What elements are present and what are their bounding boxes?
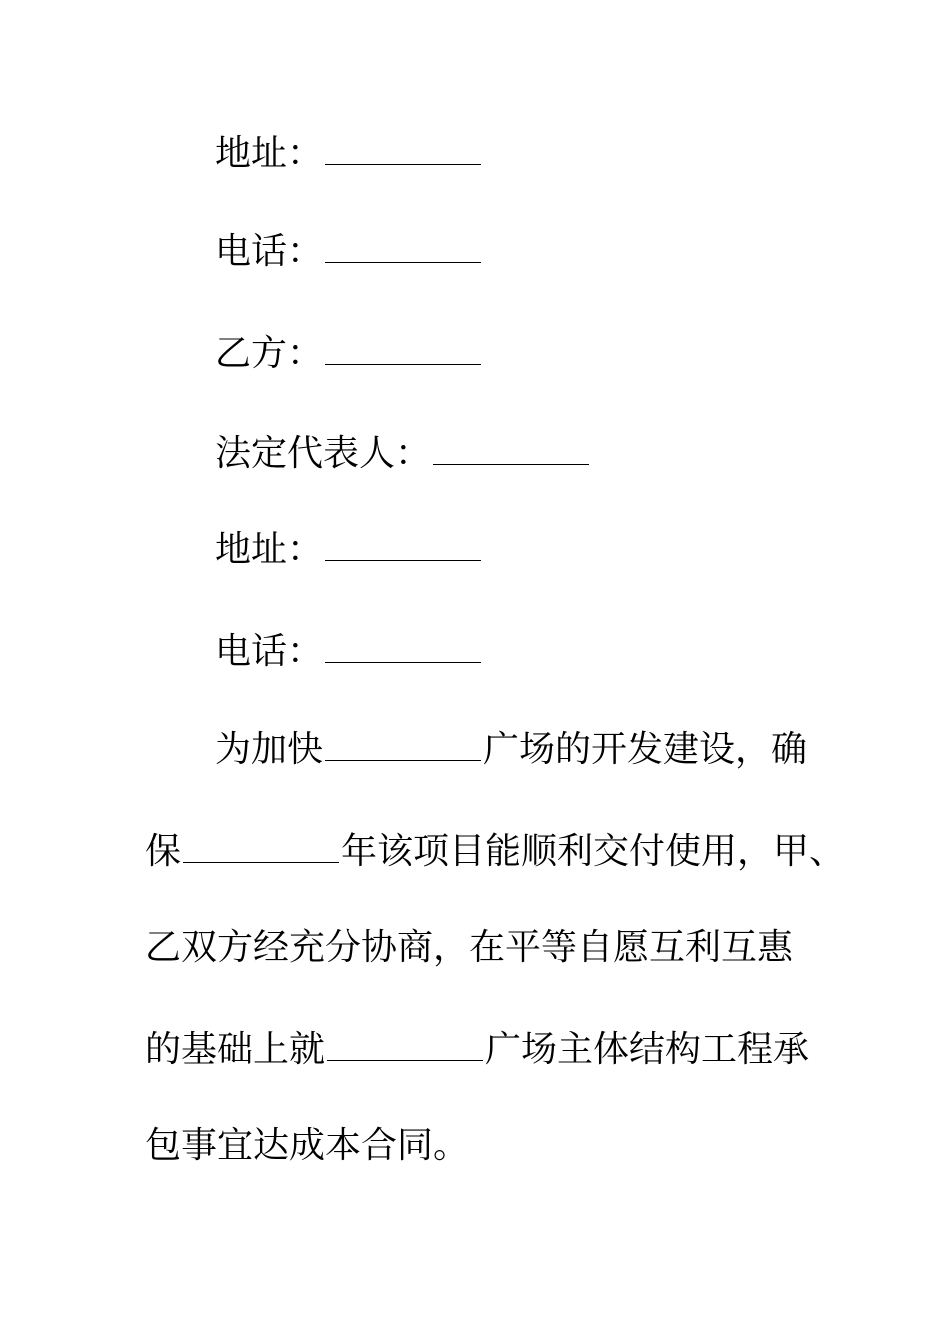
field-party-b (215, 332, 483, 376)
text-segment: 广场主体结构工程承 (485, 1029, 810, 1070)
text-segment: 的基础上就 (145, 1029, 326, 1070)
field-label: 电话： (215, 231, 324, 272)
field-label: 电话： (215, 631, 324, 672)
field-legal-representative (215, 432, 591, 476)
field-label: 法定代表人： (215, 433, 432, 474)
blank-underline (325, 730, 481, 761)
blank-underline (325, 632, 481, 663)
blank-underline (433, 434, 589, 465)
paragraph-line-3 (145, 926, 793, 970)
field-label: 地址： (215, 133, 324, 174)
field-label: 地址： (215, 529, 324, 570)
text-segment: 年该项目能顺利交付使用，甲、 (341, 831, 846, 872)
text-segment: 包事宜达成本合同。 (145, 1125, 470, 1166)
text-segment: 为加快 (215, 729, 324, 770)
field-phone-2 (215, 630, 483, 674)
blank-underline (325, 134, 481, 165)
blank-underline (183, 832, 339, 863)
paragraph-line-5 (145, 1124, 469, 1168)
text-segment: 广场的开发建设，确 (483, 729, 808, 770)
text-segment: 保 (145, 831, 182, 872)
text-segment: 乙双方经充分协商，在平等自愿互利互惠 (145, 927, 794, 968)
blank-underline (325, 334, 481, 365)
field-label: 乙方： (215, 333, 324, 374)
field-address-1 (215, 132, 483, 176)
blank-underline (325, 530, 481, 561)
paragraph-line-4 (145, 1028, 809, 1072)
paragraph-line-1 (215, 728, 807, 772)
blank-underline (327, 1030, 483, 1061)
field-phone-1 (215, 230, 483, 274)
field-address-2 (215, 528, 483, 572)
paragraph-line-2 (145, 830, 845, 874)
blank-underline (325, 232, 481, 263)
